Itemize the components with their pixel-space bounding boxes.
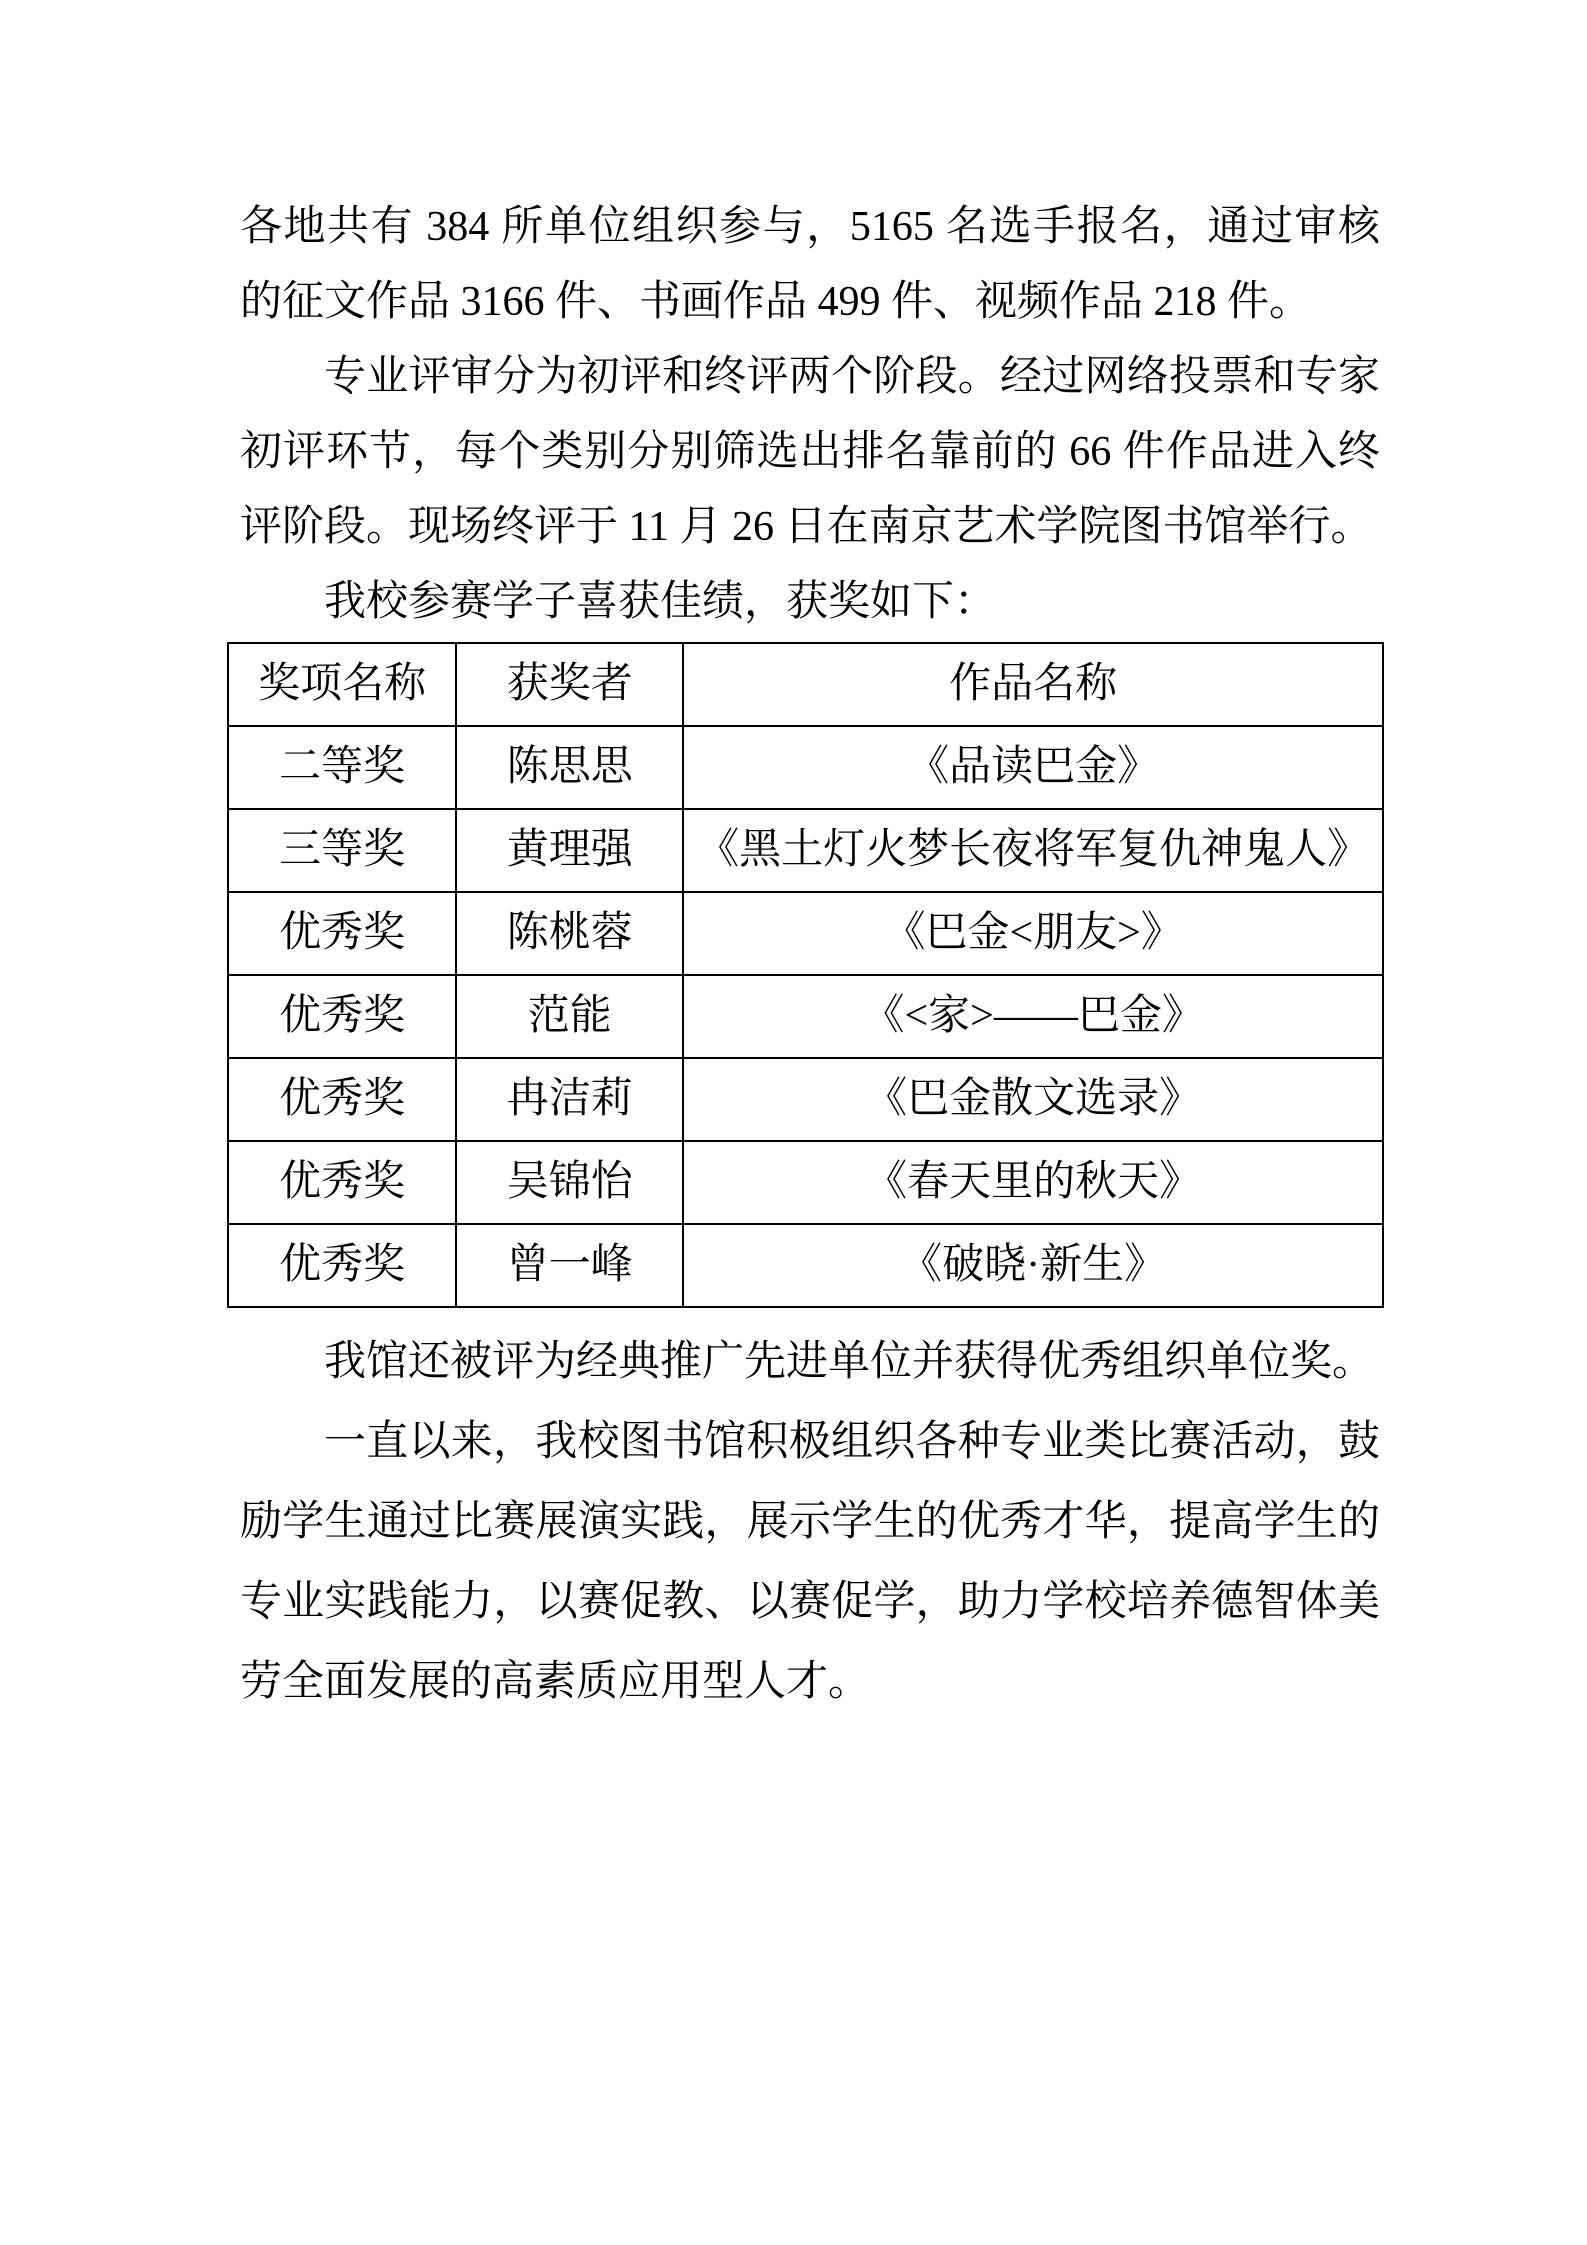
winner-cell: 冉洁莉 <box>456 1058 683 1141</box>
winner-cell: 黄理强 <box>456 809 683 892</box>
table-header-award: 奖项名称 <box>228 643 456 726</box>
paragraph-awards-intro: 我校参赛学子喜获佳绩，获奖如下： <box>324 579 997 625</box>
paragraph-conclusion: 一直以来，我校图书馆积极组织各种专业类比赛活动，鼓励学生通过比赛展演实践，展示学生的优秀才华，提高学生的专业实践能力，以赛促教、以赛促学，助力学校培养德智体美劳全面发展的高素质应用型人才。 <box>240 1419 1380 1705</box>
work-cell: 《黑土灯火梦长夜将军复仇神鬼人》 <box>683 809 1383 892</box>
paragraph-continuation: 各地共有 384 所单位组织参与，5165 名选手报名，通过审核的征文作品 3166 件、书画作品 499 件、视频作品 218 件。 <box>240 204 1380 325</box>
winner-cell: 陈思思 <box>456 726 683 809</box>
awards-table <box>227 642 1384 1308</box>
table-row <box>228 892 1383 975</box>
award-cell: 优秀奖 <box>228 1224 456 1307</box>
winner-cell: 范能 <box>456 975 683 1058</box>
document-body <box>240 190 1380 1722</box>
work-cell: 《巴金散文选录》 <box>683 1058 1383 1141</box>
award-cell: 二等奖 <box>228 726 456 809</box>
table-row <box>228 1224 1383 1307</box>
paragraph-org-award: 我馆还被评为经典推广先进单位并获得优秀组织单位奖。 <box>324 1339 1375 1385</box>
table-header-winner: 获奖者 <box>456 643 683 726</box>
table-row <box>228 726 1383 809</box>
award-cell: 优秀奖 <box>228 892 456 975</box>
work-cell: 《春天里的秋天》 <box>683 1141 1383 1224</box>
award-cell: 三等奖 <box>228 809 456 892</box>
winner-cell: 吴锦怡 <box>456 1141 683 1224</box>
work-cell: 《巴金<朋友>》 <box>683 892 1383 975</box>
work-cell: 《破晓·新生》 <box>683 1224 1383 1307</box>
work-cell: 《<家>——巴金》 <box>683 975 1383 1058</box>
award-cell: 优秀奖 <box>228 1141 456 1224</box>
paragraph-review-process: 专业评审分为初评和终评两个阶段。经过网络投票和专家初评环节，每个类别分别筛选出排名靠前的 66 件作品进入终评阶段。现场终评于 11 月 26 日在南京艺术学院图书馆举行。 <box>240 354 1380 550</box>
work-cell: 《品读巴金》 <box>683 726 1383 809</box>
winner-cell: 陈桃蓉 <box>456 892 683 975</box>
table-row <box>228 1141 1383 1224</box>
table-row <box>228 975 1383 1058</box>
table-header-row <box>228 643 1383 726</box>
award-cell: 优秀奖 <box>228 1058 456 1141</box>
winner-cell: 曾一峰 <box>456 1224 683 1307</box>
table-row <box>228 809 1383 892</box>
table-header-work: 作品名称 <box>683 643 1383 726</box>
award-cell: 优秀奖 <box>228 975 456 1058</box>
table-row <box>228 1058 1383 1141</box>
